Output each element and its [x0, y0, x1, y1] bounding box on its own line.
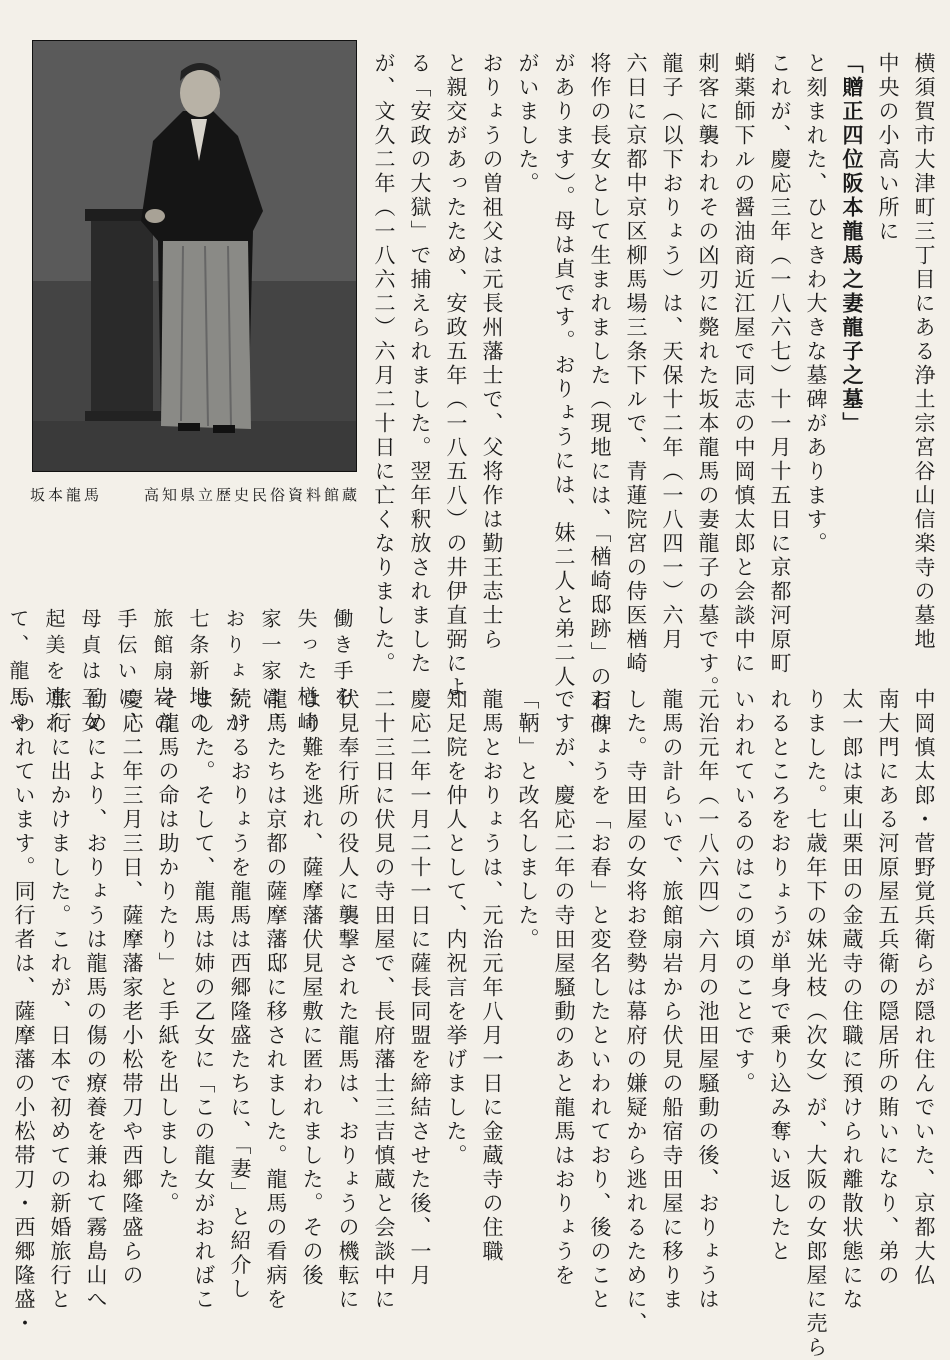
text-line: 失った楢崎: [294, 608, 318, 738]
text-line: 龍馬たちは京都の薩摩藩邸に移されました。龍馬の看病を: [264, 688, 288, 1312]
text-line: がいました。: [516, 52, 540, 196]
text-line: 伏見奉行所の役人に襲撃された龍馬は、おりょうの機転に: [336, 688, 360, 1312]
text-line: れるところをおりょうが単身で乗り込み奪い返したと: [768, 688, 792, 1264]
text-line: て、龍馬や: [6, 608, 30, 738]
text-line: 元治元年（一八六四）六月の池田屋騒動の後、おりょうは: [696, 688, 720, 1312]
text-line: があります）。母は貞です。おりょうには、妹二人と弟二人: [552, 52, 576, 690]
photo-caption: [30, 484, 360, 505]
text-line: 六日に京都中京区柳馬場三条下ルで、青蓮院宮の侍医楢崎: [624, 52, 648, 676]
text-line: 七条新地の: [186, 608, 210, 738]
text-line: より難を逃れ、薩摩藩伏見屋敷に匿われました。その後: [300, 688, 324, 1288]
bottom-text-block: [12, 688, 942, 1360]
text-line: りました。七歳年下の妹光枝（次女）が、大阪の女郎屋に売ら: [804, 688, 828, 1360]
text-line: 将作の長女として生まれました（現地には、「楢崎邸跡」の石碑: [588, 52, 612, 738]
text-line: 二十三日に伏見の寺田屋で、長府藩士三吉慎蔵と会談中に: [372, 688, 396, 1312]
text-line: 知足院を仲人として、内祝言を挙げました。: [444, 688, 468, 1168]
text-line: 勧めにより、おりょうは龍馬の傷の療養を兼ねて霧島山へ: [84, 688, 108, 1312]
text-line: そ龍馬の命は助かりたり」と手紙を出しました。: [156, 688, 180, 1216]
text-line: 続けるおりょうを龍馬は西郷隆盛たちに、「妻」と紹介し: [228, 688, 252, 1302]
text-line: ました。そして、龍馬は姉の乙女に「この龍女がおればこ: [192, 688, 216, 1312]
portrait-photo: [32, 40, 357, 472]
text-line: おりょうを「お春」と変名したといわれており、後のこと: [588, 688, 612, 1312]
text-line: 家一家は、: [258, 608, 282, 738]
epitaph-line: 「贈正四位阪本龍馬之妻龍子之墓」: [840, 52, 865, 436]
text-line: と親交があったため、安政五年（一八五八）の井伊直弼によ: [444, 52, 468, 700]
text-line: 慶応二年三月三日、薩摩藩家老小松帯刀や西郷隆盛らの: [120, 688, 144, 1288]
text-line: 手伝いに、: [114, 608, 138, 738]
portrait-illustration: [33, 41, 356, 471]
text-line: 龍馬の計らいで、旅館扇岩から伏見の船宿寺田屋に移りま: [660, 688, 684, 1312]
text-line: 刺客に襲われその凶刃に斃れた坂本龍馬の妻龍子の墓です。: [696, 52, 720, 700]
text-line: ですが、慶応二年の寺田屋騒動のあと龍馬はおりょうを: [552, 688, 576, 1288]
caption-credit: 高知県立歴史民俗資料館蔵: [143, 486, 360, 504]
text-line: 南大門にある河原屋五兵衛の隠居所の賄いになり、弟の: [876, 688, 900, 1288]
text-line: 蛸薬師下ルの醤油商近江屋で同志の中岡慎太郎と会談中に: [732, 52, 756, 676]
text-line: 慶応二年一月二十一日に薩長同盟を締結させた後、一月: [408, 688, 432, 1288]
text-line: 太一郎は東山栗田の金蔵寺の住職に預けられ離散状態にな: [840, 688, 864, 1312]
text-line: 旅館扇岩の: [150, 608, 174, 738]
text-line: 働き手を: [330, 608, 354, 712]
text-line: これが、慶応三年（一八六七）十一月十五日に京都河原町: [768, 52, 792, 676]
top-text-block: [372, 52, 942, 738]
caption-subject: 坂本龍馬: [30, 486, 103, 504]
text-line: 龍子（以下おりょう）は、天保十二年（一八四一）六月: [660, 52, 684, 652]
text-line: 中央の小高い所に: [876, 52, 900, 244]
text-line: る「安政の大獄」で捕えられました。翌年釈放されました: [408, 52, 432, 676]
text-line: 起美を連れ: [42, 608, 66, 738]
text-line: 中岡慎太郎・菅野覚兵衛らが隠れ住んでいた、京都大仏: [912, 688, 936, 1288]
text-line: 「鞆」と改名しました。: [516, 688, 540, 952]
text-line: 旅行に出かけました。これが、日本で初めての新婚旅行と: [48, 688, 72, 1312]
text-line: した。寺田屋の女将お登勢は幕府の嫌疑から逃れるために、: [624, 688, 648, 1336]
text-line: おりょうの曽祖父は元長州藩士で、父将作は勤王志士ら: [480, 52, 504, 652]
text-line: 横須賀市大津町三丁目にある浄土宗宮谷山信楽寺の墓地: [912, 52, 936, 652]
text-line: いわれているのはこの頃のことです。: [732, 688, 756, 1096]
text-line: いわれています。同行者は、薩摩藩の小松帯刀・西郷隆盛・: [12, 688, 36, 1336]
text-line: おりょうが: [222, 608, 246, 738]
text-line: が、文久二年（一八六二）六月二十日に亡くなりました。: [372, 52, 396, 676]
text-line: と刻まれた、ひときわ大きな墓碑があります。: [804, 52, 828, 556]
text-line: 龍馬とおりょうは、元治元年八月一日に金蔵寺の住職: [480, 688, 504, 1264]
text-line: 母貞は三女: [78, 608, 102, 738]
